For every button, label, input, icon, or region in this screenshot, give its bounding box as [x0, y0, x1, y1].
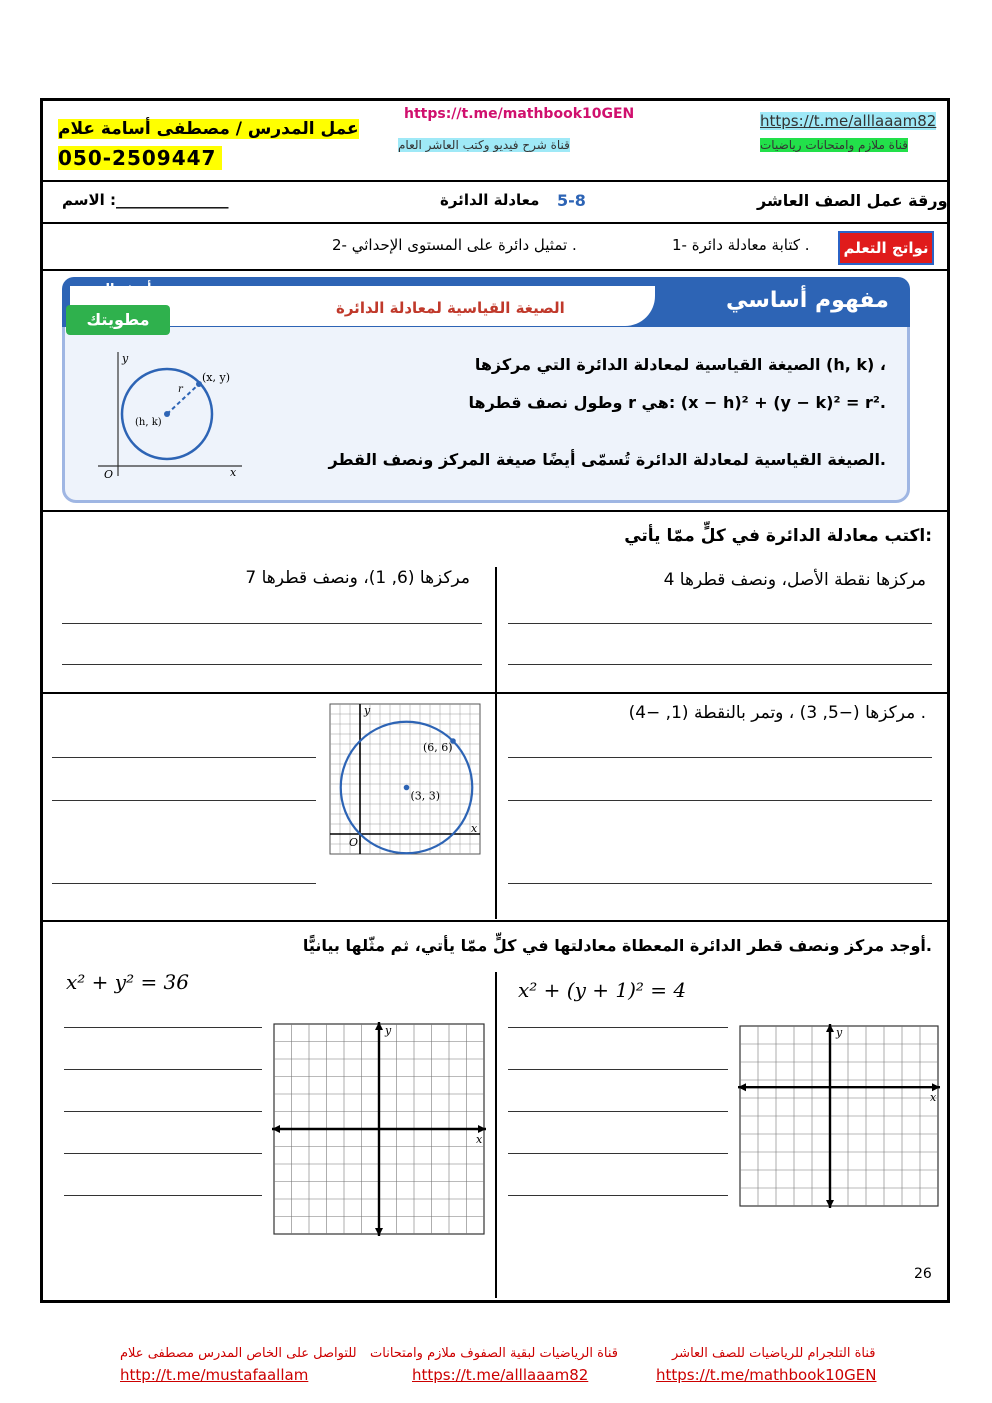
concept-subheading: الصيغة القياسية لمعادلة الدائرة: [336, 299, 565, 317]
link-center[interactable]: https://t.me/mathbook10GEN: [404, 106, 635, 122]
g4-x-label: x: [471, 822, 478, 835]
concept-line-2: وطول نصف قطرها r هي: (x − h)² + (y − k)² = r².: [468, 393, 886, 412]
grid-left-x-label: x: [476, 1133, 483, 1146]
name-field[interactable]: الاسم :_______________: [62, 191, 229, 209]
center-caption: قناة شرح فيديو وكتب العاشر العام: [398, 138, 570, 152]
g4-border: [330, 704, 480, 854]
section2-instruction: أوجد مركز ونصف قطر الدائرة المعطاة معادلتها في كلٍّ ممّا يأتي، ثم مثّلها بيانيًّا.: [302, 936, 932, 955]
lesson-title: معادلة الدائرة: [440, 191, 540, 209]
graph-question-4: [326, 700, 484, 860]
g4-point-label: (6, 6): [423, 741, 453, 754]
diagram-r-label: r: [178, 384, 183, 395]
worksheet-title: ورقة عمل الصف العاشر: [757, 191, 948, 210]
grid-left-y-label: y: [385, 1024, 392, 1037]
footer-link-2[interactable]: https://t.me/alllaaam82: [412, 1366, 589, 1384]
concept-heading: مفهوم أساسي: [726, 288, 889, 313]
graph-grid-right: [736, 1022, 942, 1210]
lesson-number: 5-8: [557, 191, 586, 210]
diagram-radius: [167, 384, 199, 414]
outcome-2: 2- تمثيل دائرة على المستوى الإحداثي .: [332, 236, 577, 254]
concept-line-1: الصيغة القياسية لمعادلة الدائرة التي مركزها (h, k) ،: [474, 355, 886, 374]
page-number: 26: [914, 1266, 932, 1282]
equation-right: x² + (y + 1)² = 4: [518, 978, 687, 1002]
question-3: مركزها (−5, 3) ، وتمر بالنقطة (1, −4) .: [628, 703, 926, 723]
outcome-1: 1- كتابة معادلة دائرة .: [672, 236, 810, 254]
diagram-origin-label: O: [104, 468, 114, 481]
question-1: مركزها نقطة الأصل، ونصف قطرها 4: [663, 570, 926, 590]
g4-center-label: (3, 3): [410, 789, 441, 803]
g4-center-dot: [404, 785, 410, 791]
teacher-phone: 050-2509447: [58, 146, 222, 170]
diagram-x-label: x: [230, 466, 237, 479]
diagram-center-dot: [164, 411, 170, 417]
link-right[interactable]: https://t.me/alllaaam82: [760, 112, 937, 130]
add-to-label: أضف إلى: [92, 282, 152, 297]
outcomes-badge: نواتج التعلم: [838, 231, 934, 265]
g4-y-label: y: [364, 704, 371, 717]
footer-link-1[interactable]: https://t.me/mathbook10GEN: [656, 1366, 877, 1384]
question-2: مركزها (6, 1)، ونصف قطرها 7: [245, 568, 470, 588]
concept-line-3: الصيغة القياسية لمعادلة الدائرة تُسمّى أيضًا صيغة المركز ونصف القطر.: [328, 450, 886, 469]
section1-instruction: اكتب معادلة الدائرة في كلٍّ ممّا يأتي:: [624, 526, 932, 546]
footer-link-3[interactable]: http://t.me/mustafaallam: [120, 1366, 309, 1384]
footer-caption-2: قناة الرياضيات لبقية الصفوف ملازم وامتحانات: [370, 1346, 619, 1361]
grid-right-x-label: x: [930, 1091, 937, 1105]
foldable-label: مطويتك: [66, 305, 170, 335]
diagram-center-label: (h, k): [135, 417, 162, 428]
grid-right-y-label: y: [836, 1026, 843, 1039]
teacher-name: عمل المدرس / مصطفى أسامة علام: [58, 119, 359, 139]
footer-caption-1: قناة التلجرام للرياضيات للصف العاشر: [672, 1346, 876, 1361]
diagram-y-label: y: [122, 352, 129, 365]
equation-left: x² + y² = 36: [66, 970, 190, 994]
right-caption: قناة ملازم وامتحانات رياضيات: [760, 138, 908, 152]
g4-origin-label: O: [349, 836, 359, 849]
graph-grid-left: [270, 1020, 490, 1246]
concept-circle-diagram: [92, 348, 252, 483]
footer-caption-3: للتواصل على الخاص المدرس مصطفى علام: [120, 1346, 357, 1361]
diagram-point-label: (x, y): [202, 371, 230, 384]
